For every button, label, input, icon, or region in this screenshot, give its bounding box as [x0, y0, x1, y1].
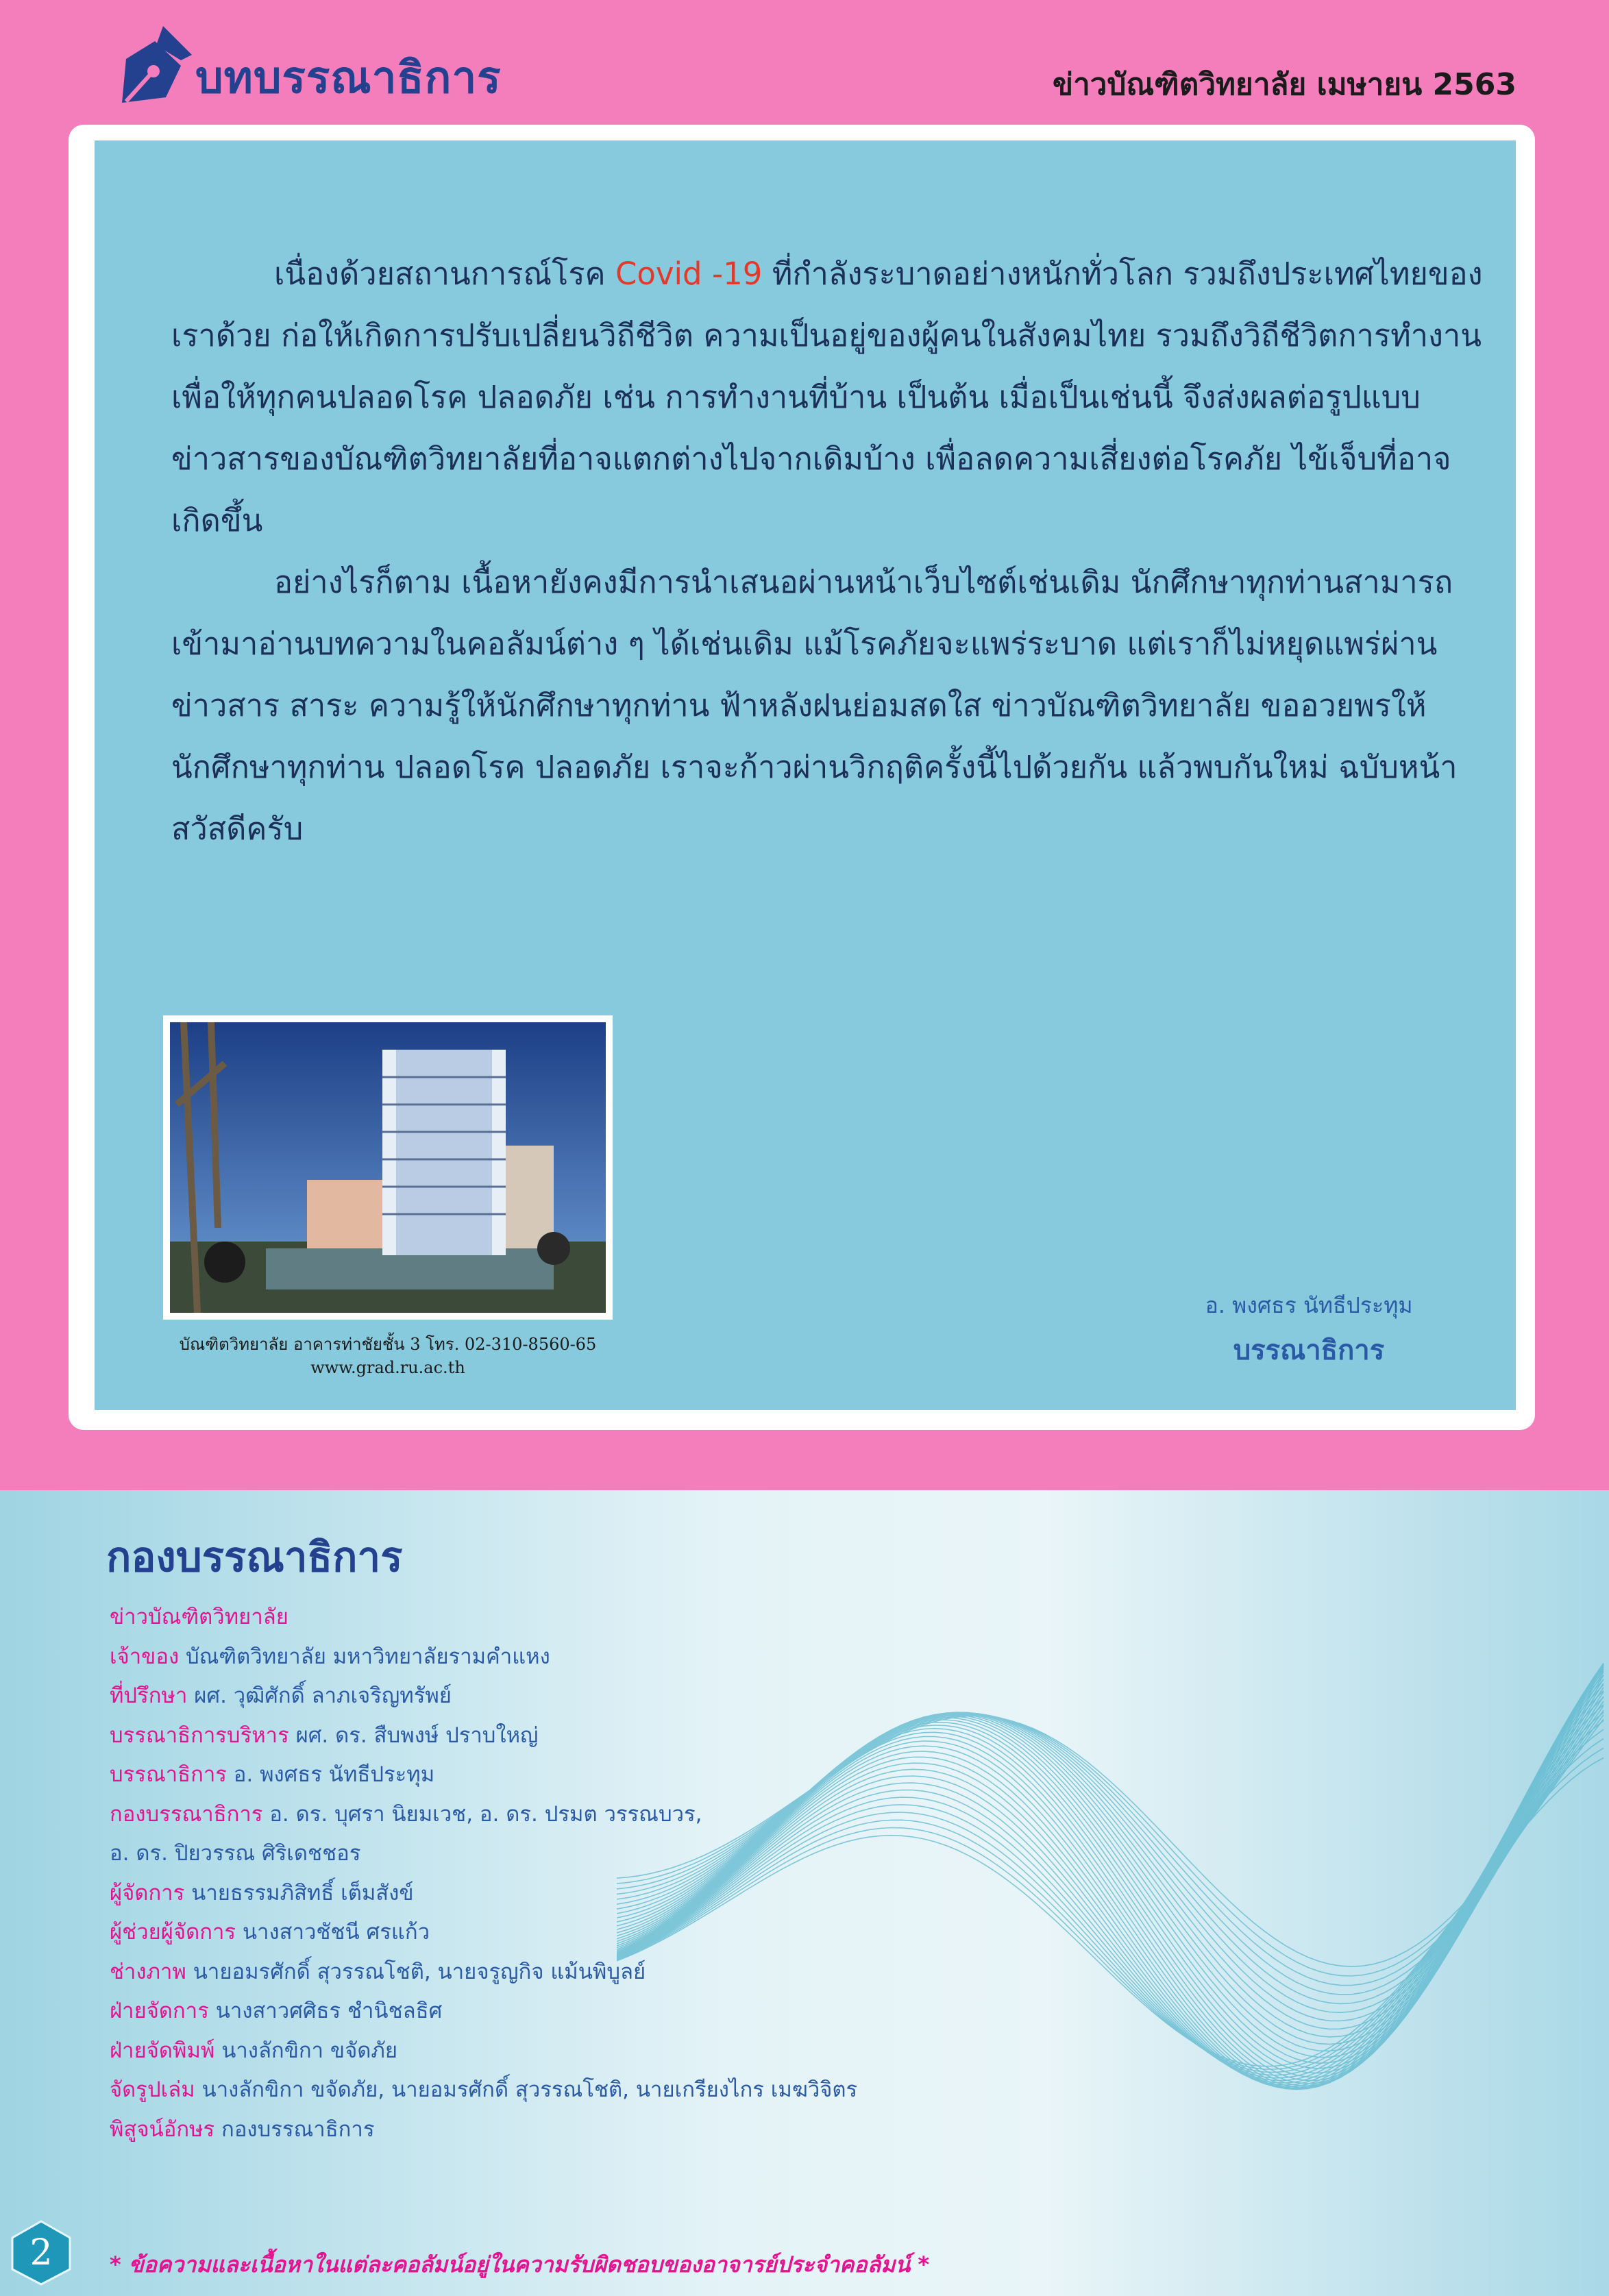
- board-row: [110, 1638, 1069, 1677]
- covid-highlight: Covid -19: [615, 256, 763, 292]
- board-key: จัดรูปเล่ม: [110, 2077, 195, 2102]
- board-key: ผู้จัดการ: [110, 1880, 185, 1905]
- board-value: อ. พงศธร นัทธีประทุม: [233, 1762, 435, 1787]
- board-value: นางสาวศศิธร ชำนิชลธิศ: [215, 1999, 443, 2023]
- page-number: 2: [29, 2232, 53, 2273]
- editorial-paragraph-2: อย่างไรก็ตาม เนื้อหายังคงมีการนำเสนอผ่านหน้าเว็บไซต์เช่นเดิม นักศึกษาทุกท่านสามารถเข้ามาอ่านบทความในคอลัมน์ต่าง ๆ ได้เช่นเดิม แม้โรคภัยจะแพร่ระบาด แต่เราก็ไม่หยุดแพร่ผ่านข่าวสาร สาระ ความรู้ให้นักศึกษาทุกท่าน ฟ้าหลังฝนย่อมสดใส ข่าวบัณฑิตวิทยาลัย ขออวยพรให้นักศึกษาทุกท่าน ปลอดโรค ปลอดภัย เราจะก้าวผ่านวิกฤติครั้งนี้ไปด้วยกัน แล้วพบกันใหม่ ฉบับหน้า สวัสดีครับ: [171, 564, 1458, 847]
- disclaimer-note: * ข้อความและเนื้อหาในแต่ละคอลัมน์อยู่ในความรับผิดชอบของอาจารย์ประจำคอลัมน์ *: [110, 2251, 930, 2278]
- board-value: นายอมรศักดิ์ สุวรรณโชติ, นายจรูญกิจ แม้นพิบูลย์: [193, 1959, 646, 1984]
- board-value: นางสาวชัชนี ศรแก้ว: [242, 1920, 430, 1945]
- board-key: พิสูจน์อักษร: [110, 2116, 215, 2142]
- board-row: [110, 1992, 1069, 2032]
- board-value: ผศ. ดร. สืบพงษ์ ปราบใหญ่: [295, 1723, 539, 1748]
- editorial-board-list: [110, 1598, 1069, 2149]
- board-key: บรรณาธิการบริหาร: [110, 1723, 289, 1748]
- building-photo-image: [170, 1022, 606, 1313]
- board-key: บรรณาธิการ: [110, 1762, 227, 1787]
- editor-role: บรรณาธิการ: [1233, 1335, 1385, 1366]
- board-value: กองบรรณาธิการ: [221, 2116, 375, 2142]
- board-key: ช่างภาพ: [110, 1959, 186, 1984]
- issue-label: ข่าวบัณฑิตวิทยาลัย เมษายน 2563: [1053, 67, 1516, 102]
- editorial-paragraph-1: [171, 243, 1487, 552]
- board-row: [110, 1677, 1069, 1716]
- board-row: [110, 1834, 1069, 1874]
- page-number-badge: [8, 2220, 74, 2286]
- board-row: [110, 1716, 1069, 1756]
- board-row: [110, 2110, 1069, 2150]
- board-row: [110, 1953, 1069, 1992]
- editor-name: อ. พงศธร นัทธีประทุม: [1205, 1292, 1413, 1318]
- board-value: อ. ดร. บุศรา นิยมเวช, อ. ดร. ปรมต วรรณบวร,: [269, 1801, 702, 1827]
- board-key: ที่ปรึกษา: [110, 1683, 188, 1708]
- board-row: [110, 1874, 1069, 1914]
- board-value: นางลักขิกา ขจัดภัย, นายอมรศักดิ์ สุวรรณโชติ, นายเกรียงไกร เมฆวิจิตร: [201, 2077, 858, 2102]
- board-value: อ. ดร. ปิยวรรณ ศิริเดชชอร: [110, 1841, 361, 1866]
- photo-caption: [163, 1333, 613, 1379]
- fountain-pen-icon: [115, 21, 197, 106]
- photo-caption-address: บัณฑิตวิทยาลัย อาคารท่าชัยชั้น 3 โทร. 02-310-8560-65: [179, 1335, 597, 1354]
- paragraph-1-body: ที่กำลังระบาดอย่างหนักทั่วโลก รวมถึงประเทศไทยของเราด้วย ก่อให้เกิดการปรับเปลี่ยนวิถีชีวิต ความเป็นอยู่ของผู้คนในสังคมไทย รวมถึงวิถีชีวิตการทำงาน เพื่อให้ทุกคนปลอดโรค ปลอดภัย เช่น การทำงานที่บ้าน เป็นต้น เมื่อเป็นเช่นนี้ จึงส่งผลต่อรูปแบบข่าวสารของบัณฑิตวิทยาลัยที่อาจแตกต่างไปจากเดิมบ้าง เพื่อลดความเสี่ยงต่อโรคภัย ไข้เจ็บที่อาจเกิดขึ้น: [171, 256, 1483, 539]
- editorial-text: [171, 243, 1487, 860]
- board-key: กองบรรณาธิการ: [110, 1801, 263, 1827]
- board-key: ข่าวบัณฑิตวิทยาลัย: [110, 1605, 288, 1629]
- board-value: นายธรรมภิสิทธิ์ เต็มสังข์: [191, 1880, 414, 1905]
- paragraph-1-lead: เนื่องด้วยสถานการณ์โรค: [274, 256, 615, 292]
- editorial-board-title: กองบรรณาธิการ: [106, 1533, 403, 1581]
- board-row: [110, 2071, 1069, 2110]
- board-row: [110, 1795, 1069, 1835]
- board-key: ฝ่ายจัดการ: [110, 1999, 209, 2023]
- board-row: [110, 1913, 1069, 1953]
- board-row: [110, 1755, 1069, 1795]
- board-key: ผู้ช่วยผู้จัดการ: [110, 1920, 236, 1945]
- photo-caption-url: www.grad.ru.ac.th: [310, 1358, 465, 1377]
- page-title: บทบรรณาธิการ: [195, 53, 502, 103]
- board-value: ผศ. วุฒิศักดิ์ ลาภเจริญทรัพย์: [194, 1683, 452, 1708]
- board-key: เจ้าของ: [110, 1644, 180, 1669]
- board-value: นางลักขิกา ขจัดภัย: [221, 2038, 398, 2063]
- board-row: [110, 1598, 1069, 1638]
- board-row: [110, 2032, 1069, 2071]
- board-key: ฝ่ายจัดพิมพ์: [110, 2038, 215, 2063]
- building-photo: [163, 1015, 613, 1320]
- board-value: บัณฑิตวิทยาลัย มหาวิทยาลัยรามคำแหง: [185, 1644, 550, 1669]
